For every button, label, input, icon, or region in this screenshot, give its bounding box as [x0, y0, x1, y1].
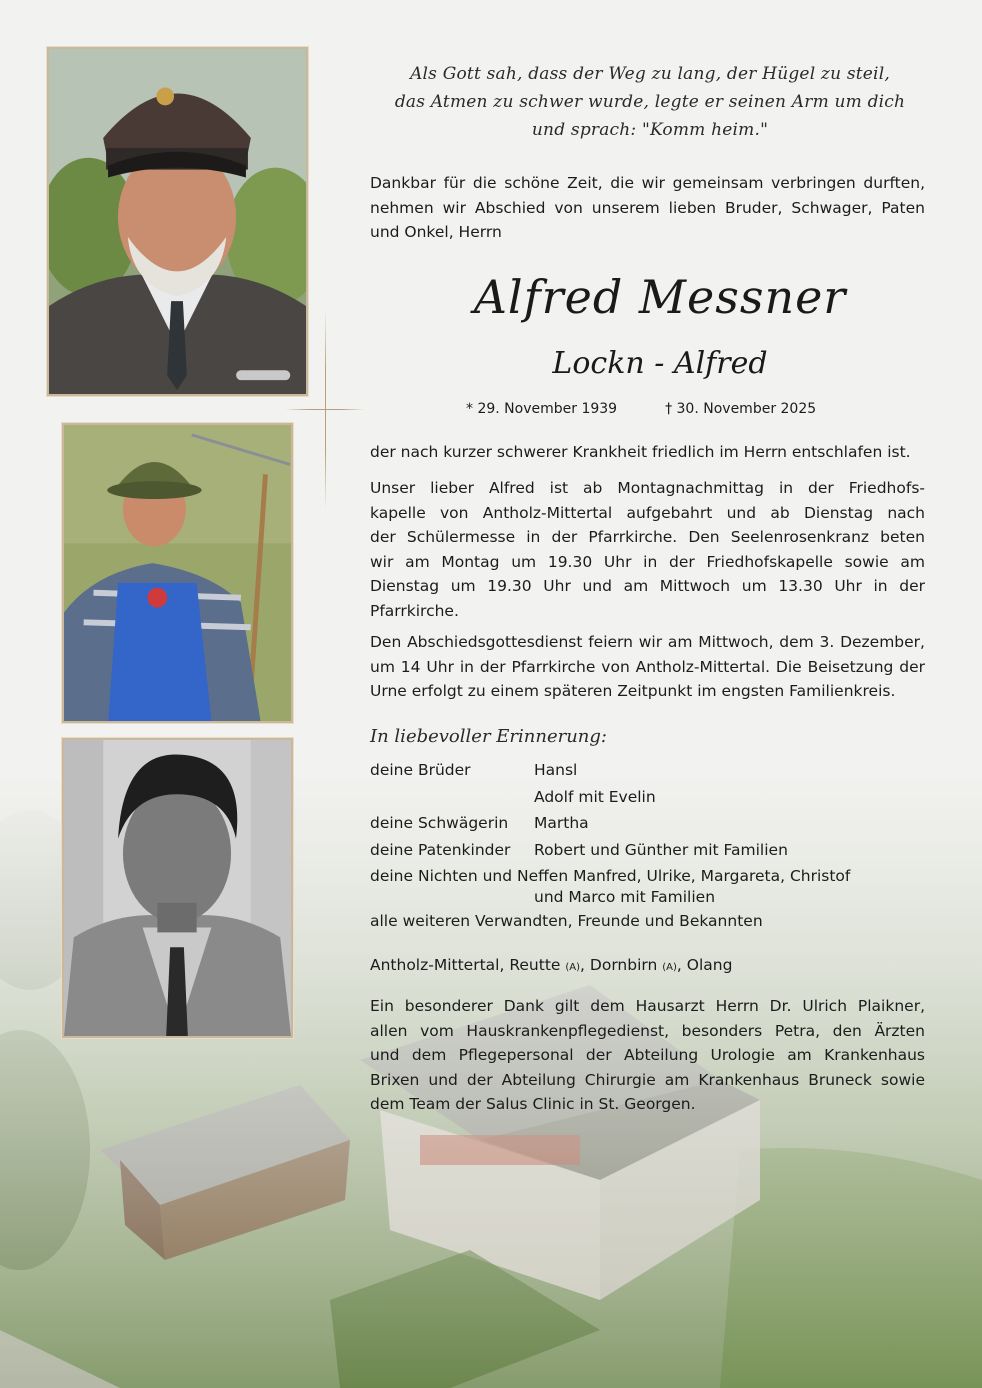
death-date: † 30. November 2025: [665, 401, 817, 417]
family-row: [370, 810, 930, 837]
funeral-line: Den Abschiedsgottesdienst feiern wir am Mittwoch, dem 3. Dezember,: [370, 633, 925, 651]
cross-vertical-line: [325, 310, 326, 510]
intro-paragraph: [370, 171, 925, 245]
photo-young-portrait-bw: [62, 738, 293, 1038]
deceased-name: Alfred Messner: [473, 270, 847, 324]
family-nieces-line: deine Nichten und Neffen Manfred, Ulrike, Margareta, Christof: [370, 867, 851, 885]
family-names: Robert und Günther mit Familien: [534, 840, 788, 859]
family-row: [370, 784, 930, 811]
cross-horizontal-line: [285, 409, 365, 410]
photo-man-with-rake: [62, 423, 293, 723]
poem-line: das Atmen zu schwer wurde, legte er seinen Arm um dich: [394, 92, 906, 112]
country-code: (A): [662, 962, 677, 973]
wake-line: Unser lieber Alfred ist ab Montagnachmittag in der Friedhofs-: [370, 479, 925, 497]
intro-line: nehmen wir Abschied von unserem lieben Bruder, Schwager, Paten: [370, 198, 925, 217]
family-locations: [370, 956, 732, 974]
thanks-line: Ein besonderer Dank gilt dem Hausarzt Herrn Dr. Ulrich Plaikner,: [370, 997, 925, 1015]
family-names: und Marco mit Familien: [534, 887, 716, 906]
thanks-line: allen vom Hauskrankenpflegedienst, besonders Petra, den Ärzten: [370, 1021, 925, 1040]
family-row: [370, 908, 930, 935]
family-label: deine Schwägerin: [370, 814, 509, 832]
location-text: , Olang: [676, 956, 733, 974]
poem-line: und sprach: "Komm heim.": [531, 120, 769, 140]
remembrance-heading: In liebevoller Erinnerung:: [370, 726, 607, 747]
poem: [360, 60, 940, 144]
thanks-line: und dem Pflegepersonal der Abteilung Urologie am Krankenhaus: [370, 1046, 925, 1064]
death-statement: [370, 440, 925, 465]
family-others: alle weiteren Verwandten, Freunde und Bekannten: [370, 911, 763, 930]
poem-line: Als Gott sah, dass der Weg zu lang, der Hügel zu steil,: [410, 64, 890, 84]
funeral-line: um 14 Uhr in der Pfarrkirche von Antholz-Mittertal. Die Beisetzung der: [370, 657, 925, 676]
family-names: Martha: [534, 814, 589, 832]
thanks-line: dem Team der Salus Clinic in St. Georgen.: [370, 1095, 696, 1113]
portrait-photo-uniform: [47, 47, 308, 396]
wake-line: Pfarrkirche.: [370, 601, 459, 620]
wake-line: kapelle von Antholz-Mittertal aufgebahrt und ab Dienstag nach: [370, 503, 925, 522]
location-text: Antholz-Mittertal, Reutte: [370, 956, 561, 974]
funeral-line: Urne erfolgt zu einem späteren Zeitpunkt im engsten Familienkreis.: [370, 682, 896, 700]
family-names: Adolf mit Evelin: [534, 787, 656, 806]
family-row: [370, 837, 930, 864]
life-dates: [466, 401, 816, 417]
thanks-paragraph: [370, 994, 925, 1117]
death-statement-line: der nach kurzer schwerer Krankheit friedlich im Herrn entschlafen ist.: [370, 443, 911, 461]
intro-line: Dankbar für die schöne Zeit, die wir gemeinsam verbringen durften,: [370, 174, 925, 192]
deceased-nickname: Lockn - Alfred: [552, 346, 768, 381]
family-label: deine Brüder: [370, 761, 471, 779]
family-row: [370, 757, 930, 784]
thanks-line: Brixen und der Abteilung Chirurgie am Krankenhaus Bruneck sowie: [370, 1070, 925, 1089]
country-code: (A): [565, 962, 581, 973]
wake-line: Dienstag um 19.30 Uhr und am Mittwoch um 13.30 Uhr in der: [370, 577, 925, 595]
location-text: , Dornbirn: [580, 956, 658, 974]
family-label: deine Patenkinder: [370, 840, 511, 859]
family-list: [370, 757, 930, 934]
family-row: [370, 884, 930, 908]
family-names: Hansl: [534, 761, 578, 779]
wake-line: der Schülermesse in der Pfarrkirche. Den Seelenrosenkranz beten: [370, 528, 925, 546]
birth-date: * 29. November 1939: [466, 401, 618, 417]
wake-paragraph: [370, 476, 925, 623]
wake-line: wir am Montag um 19.30 Uhr in der Friedhofskapelle sowie am: [370, 552, 925, 571]
intro-line: und Onkel, Herrn: [370, 223, 502, 241]
funeral-paragraph: [370, 630, 925, 704]
